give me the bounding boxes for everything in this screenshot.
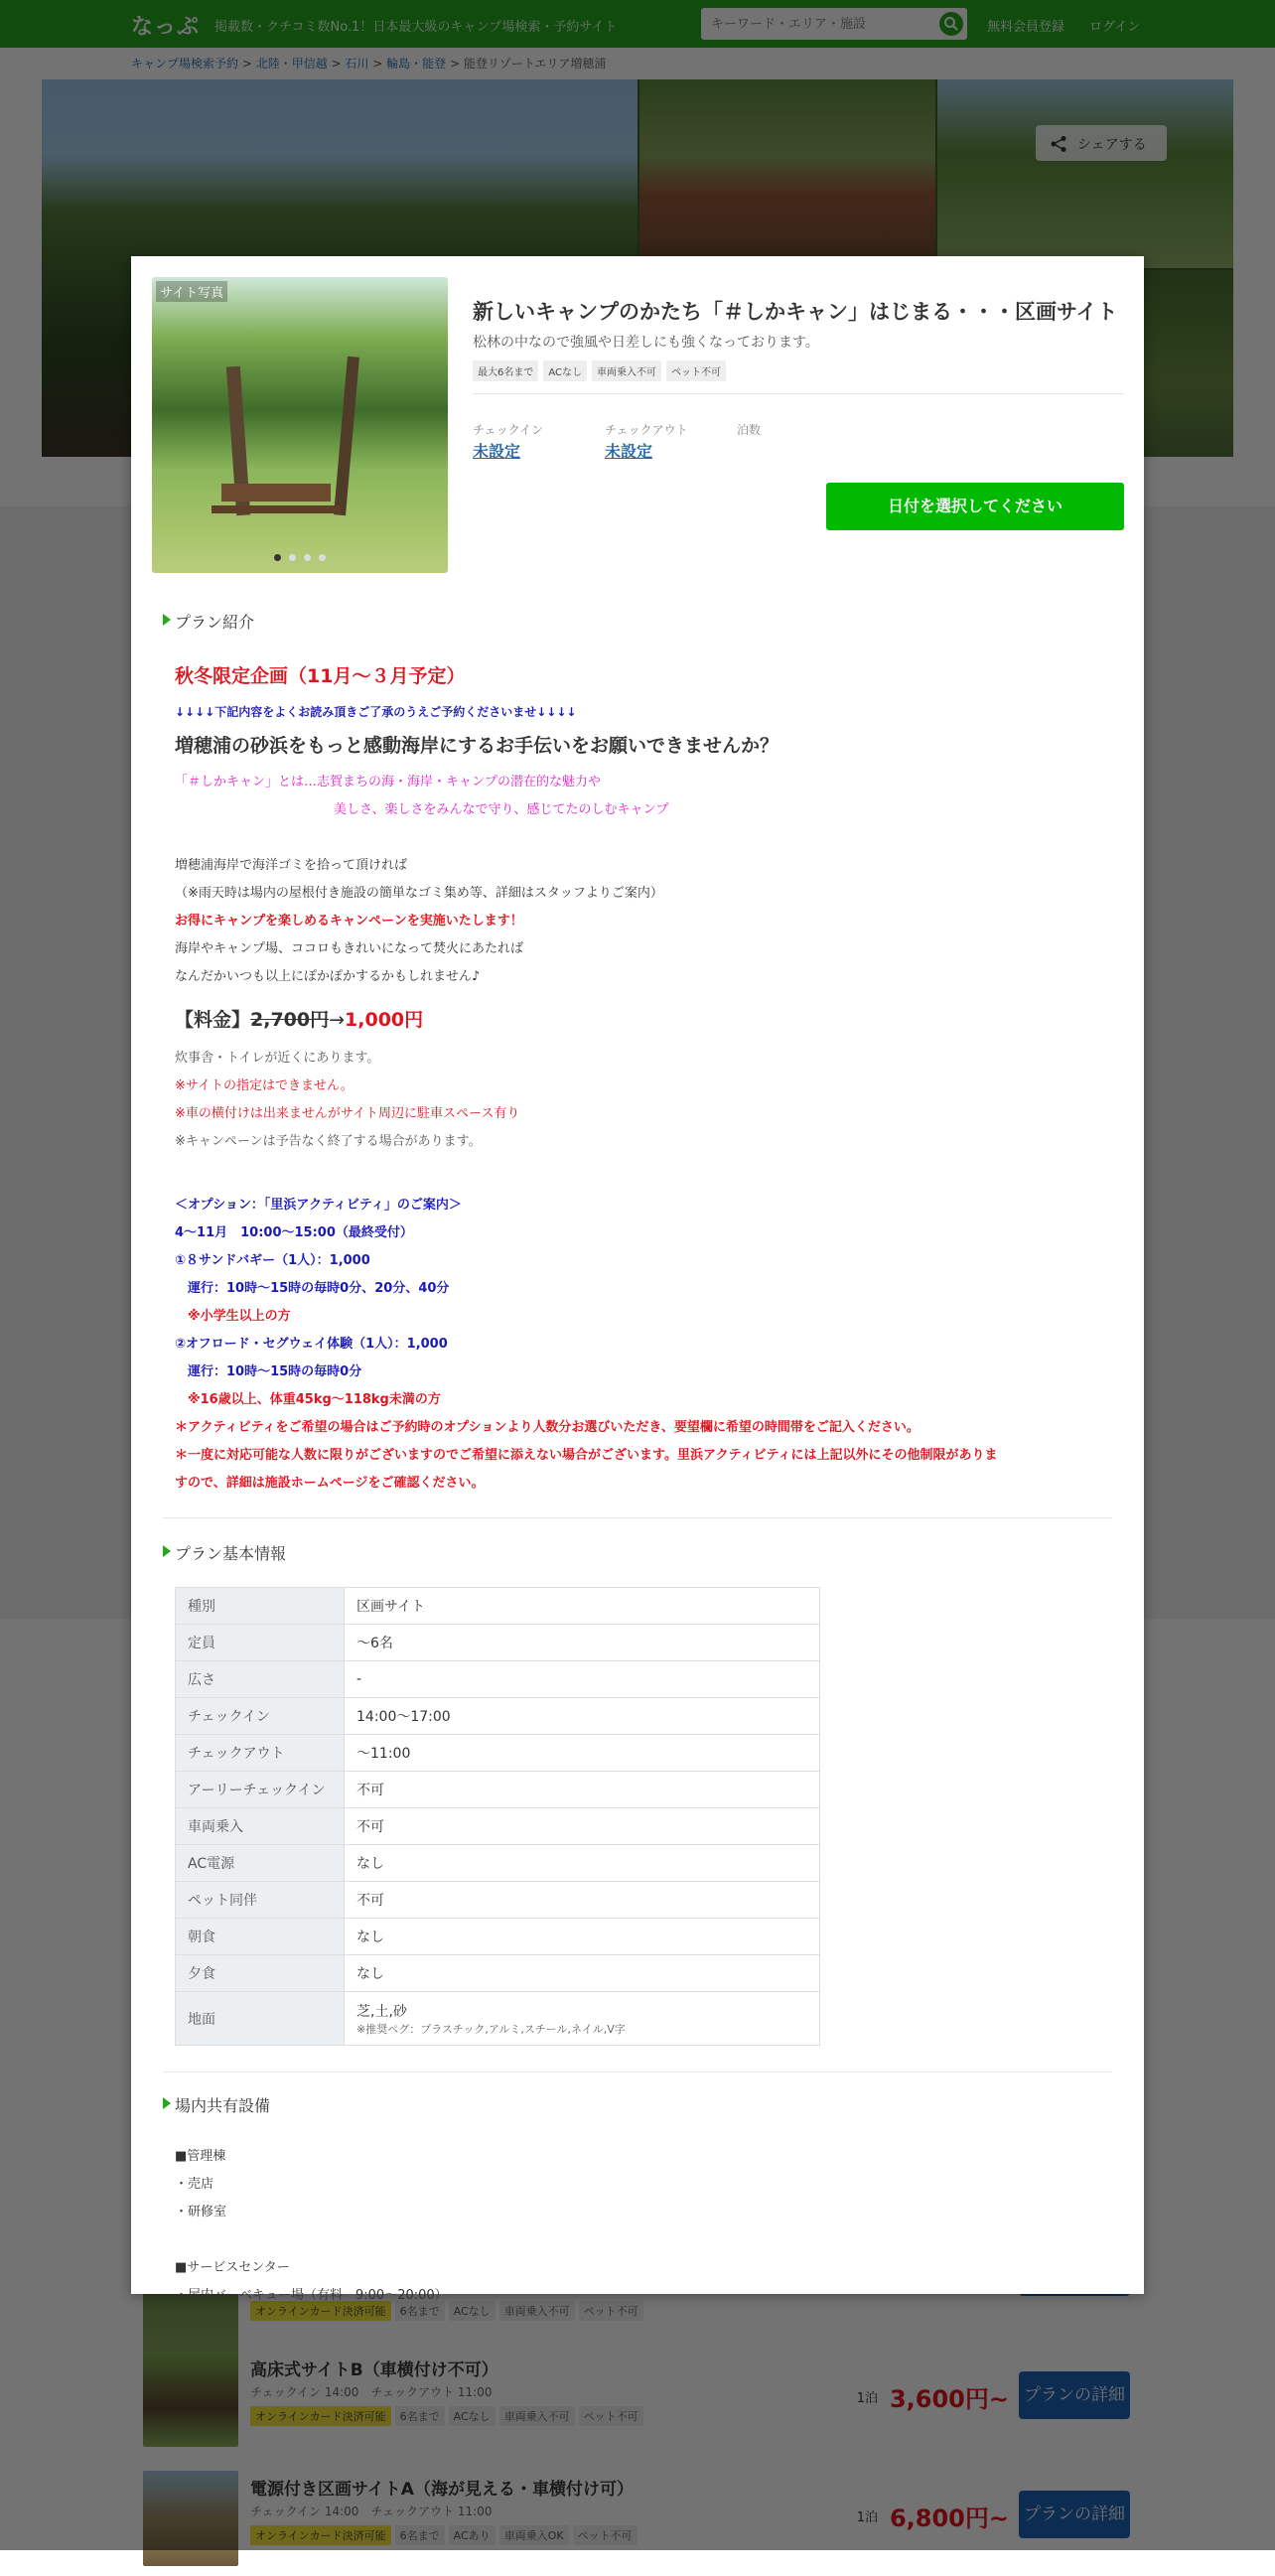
info-key: チェックアウト bbox=[176, 1735, 345, 1772]
photo-pager bbox=[152, 546, 448, 565]
pager-dot[interactable] bbox=[319, 554, 326, 561]
info-row bbox=[176, 1588, 820, 1625]
price-line: 【料金】2,700円→1,000円 bbox=[175, 1009, 424, 1031]
plan-subtitle: 松林の中なので強風や日差しにも強くなっております。 bbox=[473, 335, 819, 351]
checkin-label: チェックイン bbox=[473, 423, 544, 437]
option-text: ①８サンドバギー（1人）：1,000 bbox=[175, 1253, 370, 1268]
info-row bbox=[176, 1845, 820, 1882]
info-value: 14:00〜17:00 bbox=[345, 1698, 820, 1735]
info-row bbox=[176, 1808, 820, 1845]
facility-item: ・研修室 bbox=[175, 2205, 227, 2219]
option-text: 運行：10時～15時の毎時0分、20分、40分 bbox=[175, 1281, 450, 1296]
option-text: ②オフロード・セグウェイ体験（1人）：1,000 bbox=[175, 1337, 448, 1352]
info-row bbox=[176, 1625, 820, 1661]
photo-bench bbox=[212, 505, 341, 513]
photo-tree bbox=[334, 357, 359, 515]
intro-text: 増穂浦の砂浜をもっと感動海岸にするお手伝いをお願いできませんか？ bbox=[175, 735, 779, 757]
facility-item: ■サービスセンター bbox=[175, 2260, 290, 2275]
section-facilities: 場内共有設備 bbox=[163, 2093, 270, 2116]
intro-text: 美しさ、楽しさをみんなで守り、感じてたのしむキャンプ bbox=[334, 802, 669, 817]
info-value: なし bbox=[345, 1919, 820, 1955]
intro-note: ※サイトの指定はできません。 bbox=[175, 1078, 354, 1093]
info-key: 車両乗入 bbox=[176, 1808, 345, 1845]
plan-tags bbox=[473, 360, 731, 381]
facility-item: ・屋内バーベキュー場（有料 9:00～20:00） bbox=[175, 2288, 448, 2303]
ground-note: ※推奨ペグ：プラスチック,アルミ,スチール,ネイル,V字 bbox=[356, 2022, 626, 2036]
info-value: 不可 bbox=[345, 1808, 820, 1845]
intro-text: 海岸やキャンプ場、ココロもきれいになって焚火にあたれば bbox=[175, 941, 524, 956]
pager-dot[interactable] bbox=[304, 554, 311, 561]
info-row bbox=[176, 1698, 820, 1735]
intro-text: （※雨天時は場内の屋根付き施設の簡単なゴミ集め等、詳細はスタッフよりご案内） bbox=[175, 886, 663, 901]
option-text: 運行：10時～15時の毎時0分 bbox=[175, 1364, 362, 1379]
option-text: 4～11月 10:00～15:00（最終受付） bbox=[175, 1225, 413, 1240]
pager-dot[interactable] bbox=[289, 554, 296, 561]
pager-dot[interactable] bbox=[274, 554, 281, 561]
divider bbox=[163, 1517, 1112, 1518]
tag-capacity: 最大6名まで bbox=[473, 360, 538, 381]
price-old: 2,700円 bbox=[250, 1009, 330, 1031]
option-text: ※小学生以上の方 bbox=[175, 1309, 291, 1324]
option-text: すので、詳細は施設ホームページをご確認ください。 bbox=[175, 1476, 485, 1491]
info-row bbox=[176, 1955, 820, 1992]
section-basic-info: プラン基本情報 bbox=[163, 1541, 286, 1564]
info-key: 朝食 bbox=[176, 1919, 345, 1955]
section-plan-intro: プラン紹介 bbox=[163, 610, 254, 633]
site-photo[interactable] bbox=[152, 277, 448, 573]
facility-item: ■管理棟 bbox=[175, 2149, 226, 2164]
info-key: 地面 bbox=[176, 1992, 345, 2046]
info-value: 不可 bbox=[345, 1882, 820, 1919]
plan-title: 新しいキャンプのかたち「＃しかキャン」はじまる・・・区画サイト bbox=[473, 300, 1118, 324]
intro-text: なんだかいつも以上にぽかぽかするかもしれません♪ bbox=[175, 969, 481, 984]
info-key: 夕食 bbox=[176, 1955, 345, 1992]
checkin-value[interactable]: 未設定 bbox=[473, 442, 521, 461]
intro-text: 「＃しかキャン」とは…志賀まちの海・海岸・キャンプの潜在的な魅力や bbox=[175, 775, 602, 789]
divider bbox=[163, 2072, 1112, 2073]
select-date-button[interactable]: 日付を選択してください bbox=[826, 483, 1124, 530]
info-row bbox=[176, 1772, 820, 1808]
info-value: - bbox=[345, 1661, 820, 1698]
divider bbox=[473, 393, 1124, 394]
info-row bbox=[176, 1882, 820, 1919]
ground-value: 芝,土,砂 bbox=[356, 2003, 407, 2020]
option-text: ※16歳以上、体重45kg～118kg未満の方 bbox=[175, 1392, 441, 1407]
intro-note: ※キャンペーンは予告なく終了する場合があります。 bbox=[175, 1134, 482, 1149]
info-value: なし bbox=[345, 1955, 820, 1992]
info-row bbox=[176, 1661, 820, 1698]
info-key: AC電源 bbox=[176, 1845, 345, 1882]
plan-modal bbox=[131, 256, 1144, 2303]
info-value: 〜11:00 bbox=[345, 1735, 820, 1772]
info-key: ペット同伴 bbox=[176, 1882, 345, 1919]
info-value: 不可 bbox=[345, 1772, 820, 1808]
intro-note: ※車の横付けは出来ませんがサイト周辺に駐車スペース有り bbox=[175, 1106, 520, 1121]
photo-label: サイト写真 bbox=[156, 281, 227, 302]
intro-headline: 秋冬限定企画（11月～３月予定） bbox=[175, 665, 466, 687]
info-key: アーリーチェックイン bbox=[176, 1772, 345, 1808]
basic-info-table bbox=[175, 1587, 820, 2046]
nights-label: 泊数 bbox=[737, 423, 762, 437]
info-key: 定員 bbox=[176, 1625, 345, 1661]
tag-vehicle: 車両乗入不可 bbox=[592, 360, 661, 381]
intro-text: 増穂浦海岸で海洋ゴミを拾って頂ければ bbox=[175, 858, 408, 873]
option-text: ＜オプション：「里浜アクティビティ」のご案内＞ bbox=[175, 1198, 462, 1213]
photo-table bbox=[221, 484, 331, 501]
info-key: チェックイン bbox=[176, 1698, 345, 1735]
info-row bbox=[176, 1735, 820, 1772]
intro-text: お得にキャンプを楽しめるキャンペーンを実施いたします！ bbox=[175, 914, 523, 929]
info-key: 種別 bbox=[176, 1588, 345, 1625]
info-value: なし bbox=[345, 1845, 820, 1882]
info-key: 広さ bbox=[176, 1661, 345, 1698]
option-text: ＊一度に対応可能な人数に限りがございますのでご希望に添えない場合がございます。里浜アクティビティには上記以外にその他制限がありま bbox=[175, 1448, 998, 1463]
checkout-value[interactable]: 未設定 bbox=[605, 442, 653, 461]
checkout-label: チェックアウト bbox=[605, 423, 688, 437]
info-row bbox=[176, 1992, 820, 2046]
info-value: 〜6名 bbox=[345, 1625, 820, 1661]
price-new: 1,000円 bbox=[345, 1009, 424, 1031]
facility-item: ・売店 bbox=[175, 2177, 214, 2192]
tag-ac: ACなし bbox=[543, 360, 587, 381]
intro-text: ↓↓↓↓下記内容をよくお読み頂きご了承のうえご予約くださいませ↓↓↓↓ bbox=[175, 705, 577, 719]
info-value: 区画サイト bbox=[345, 1588, 820, 1625]
info-row bbox=[176, 1919, 820, 1955]
tag-pet: ペット不可 bbox=[666, 360, 726, 381]
option-text: ＊アクティビティをご希望の場合はご予約時のオプションより人数分お選びいただき、要望欄に希望の時間帯をご記入ください。 bbox=[175, 1420, 920, 1435]
info-value bbox=[345, 1992, 820, 2046]
intro-note: 炊事舎・トイレが近くにあります。 bbox=[175, 1051, 380, 1066]
